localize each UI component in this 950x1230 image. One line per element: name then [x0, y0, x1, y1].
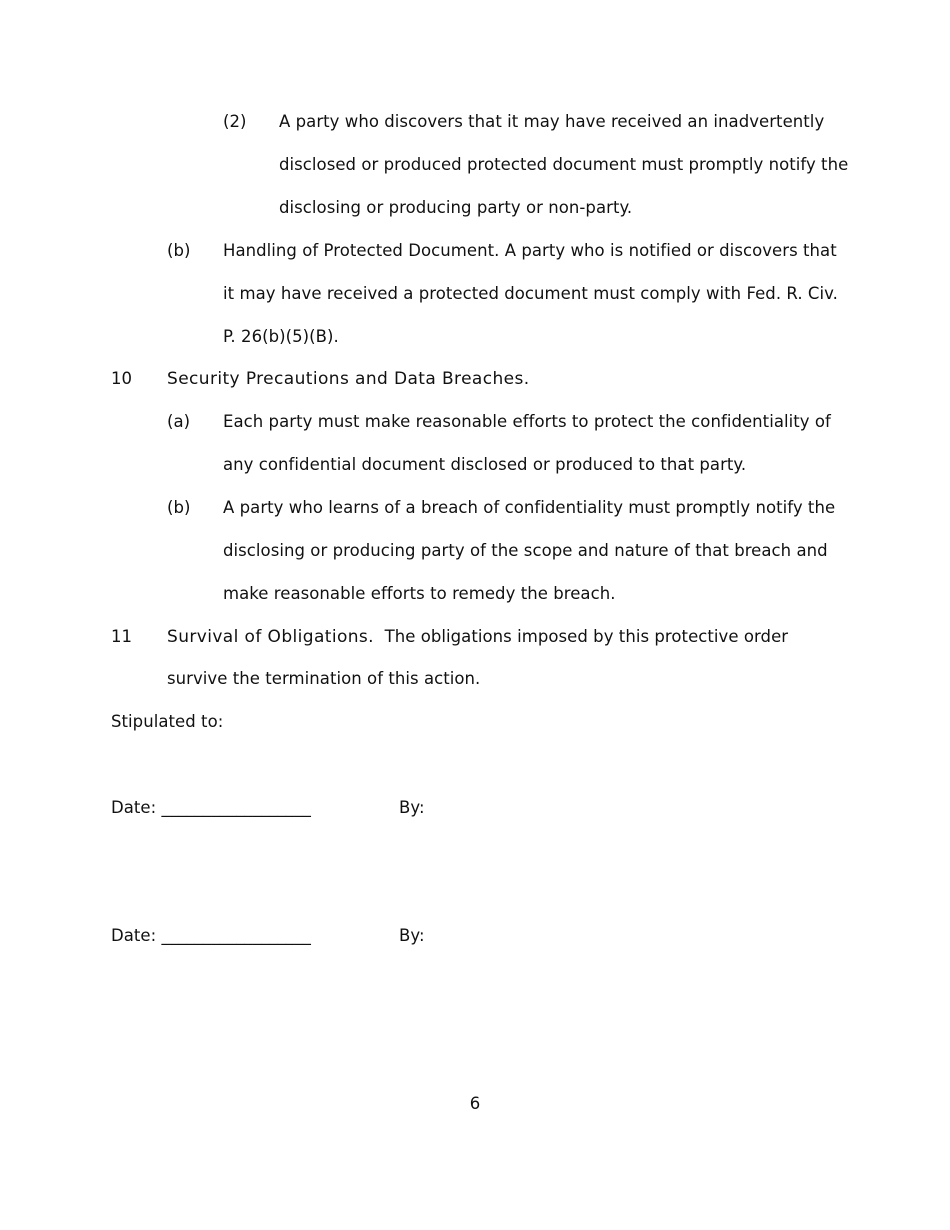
stipulated-label: Stipulated to:: [111, 712, 224, 731]
item-label-b: (b): [167, 241, 191, 260]
item-2-line-1: A party who discovers that it may have received an inadvertently: [279, 112, 825, 131]
section-10-a-line-1: Each party must make reasonable efforts to protect the confidentiality of: [223, 412, 831, 431]
section-11-line-1: [167, 626, 788, 648]
section-11-text-first: The obligations imposed by this protective order: [384, 627, 789, 646]
signature-2-by: By:: [399, 926, 425, 945]
item-2-line-2: disclosed or produced protected document must promptly notify the: [279, 155, 849, 174]
section-10-a-line-2: any confidential document disclosed or produced to that party.: [223, 455, 747, 474]
item-b-line-3: P. 26(b)(5)(B).: [223, 327, 339, 346]
section-10-heading: Security Precautions and Data Breaches.: [167, 369, 530, 389]
item-label-2: (2): [223, 112, 247, 131]
section-10-number: 10: [111, 369, 133, 388]
section-10-b-line-3: make reasonable efforts to remedy the breach.: [223, 584, 616, 603]
section-11-line-2: survive the termination of this action.: [167, 669, 481, 688]
section-10-b-line-1: A party who learns of a breach of confidentiality must promptly notify the: [223, 498, 836, 517]
signature-2-date: Date: __________________: [111, 926, 311, 945]
section-11-heading: Survival of Obligations.: [167, 627, 374, 647]
section-10-a-label: (a): [167, 412, 191, 431]
page-number: 6: [469, 1094, 481, 1113]
section-10-b-label: (b): [167, 498, 191, 517]
section-10-b-line-2: disclosing or producing party of the scope and nature of that breach and: [223, 541, 828, 560]
item-2-line-3: disclosing or producing party or non-party.: [279, 198, 633, 217]
signature-1-date: Date: __________________: [111, 798, 311, 817]
item-b-line-2: it may have received a protected document must comply with Fed. R. Civ.: [223, 284, 838, 303]
signature-1-by: By:: [399, 798, 425, 817]
section-11-number: 11: [111, 627, 133, 646]
item-b-line-1: Handling of Protected Document. A party who is notified or discovers that: [223, 241, 837, 260]
